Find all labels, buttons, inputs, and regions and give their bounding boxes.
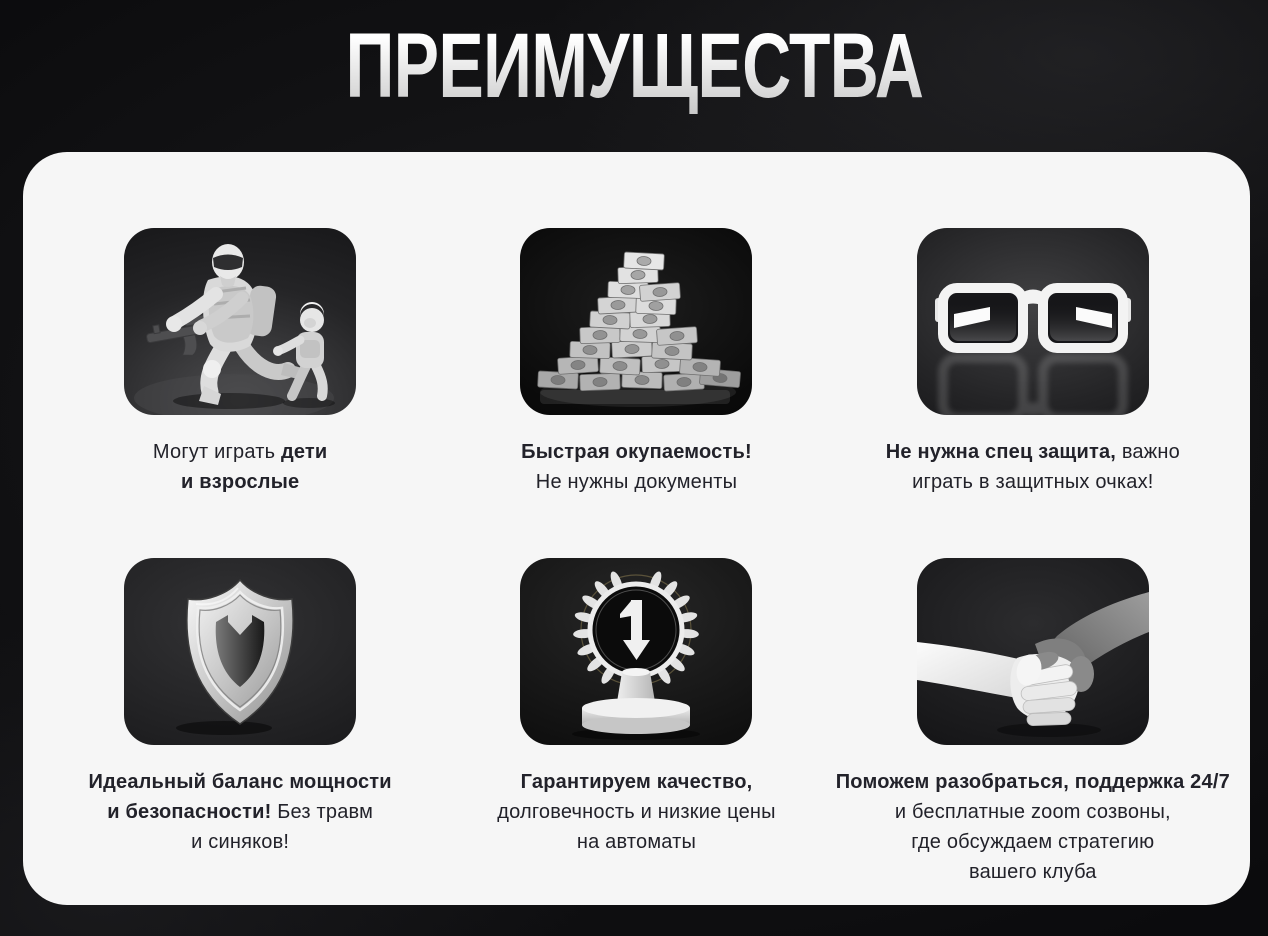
feature-caption: Не нужна спец защита, важно играть в защитных очках! <box>885 441 1180 493</box>
feature-image-payback <box>520 228 752 415</box>
feature-card-payback <box>438 228 834 497</box>
advantages-card <box>23 152 1250 905</box>
features-grid <box>23 152 1250 887</box>
feature-image-players <box>124 228 356 415</box>
shield-icon <box>124 558 356 745</box>
handshake-icon <box>917 558 1149 745</box>
feature-caption: Идеальный баланс мощности и безопасности! Без травм и синяков! <box>88 771 392 853</box>
feature-caption: Гарантируем качество, долговечность и низкие цены на автоматы <box>497 771 776 853</box>
feature-image-shield <box>124 558 356 745</box>
feature-caption: Поможем разобраться, поддержка 24/7 и бесплатные zoom созвоны, где обсуждаем стратегию вашего клуба <box>835 771 1230 883</box>
feature-caption: Быстрая окупаемость! Не нужны документы <box>521 441 752 493</box>
feature-image-glasses <box>917 228 1149 415</box>
feature-card-handshake <box>835 558 1231 887</box>
safety-glasses-icon <box>917 228 1149 415</box>
award-wreath-icon <box>520 558 752 745</box>
money-stack-icon <box>520 228 752 415</box>
feature-card-shield <box>42 558 438 887</box>
feature-card-players <box>42 228 438 497</box>
page-title: ПРЕИМУЩЕСТВА <box>345 15 923 117</box>
section-header <box>0 0 1268 148</box>
feature-card-trophy <box>438 558 834 887</box>
soldiers-figures-icon <box>124 228 356 415</box>
feature-image-handshake <box>917 558 1149 745</box>
feature-caption: Могут играть дети и взрослые <box>152 441 328 493</box>
feature-card-glasses <box>835 228 1231 497</box>
feature-image-trophy <box>520 558 752 745</box>
